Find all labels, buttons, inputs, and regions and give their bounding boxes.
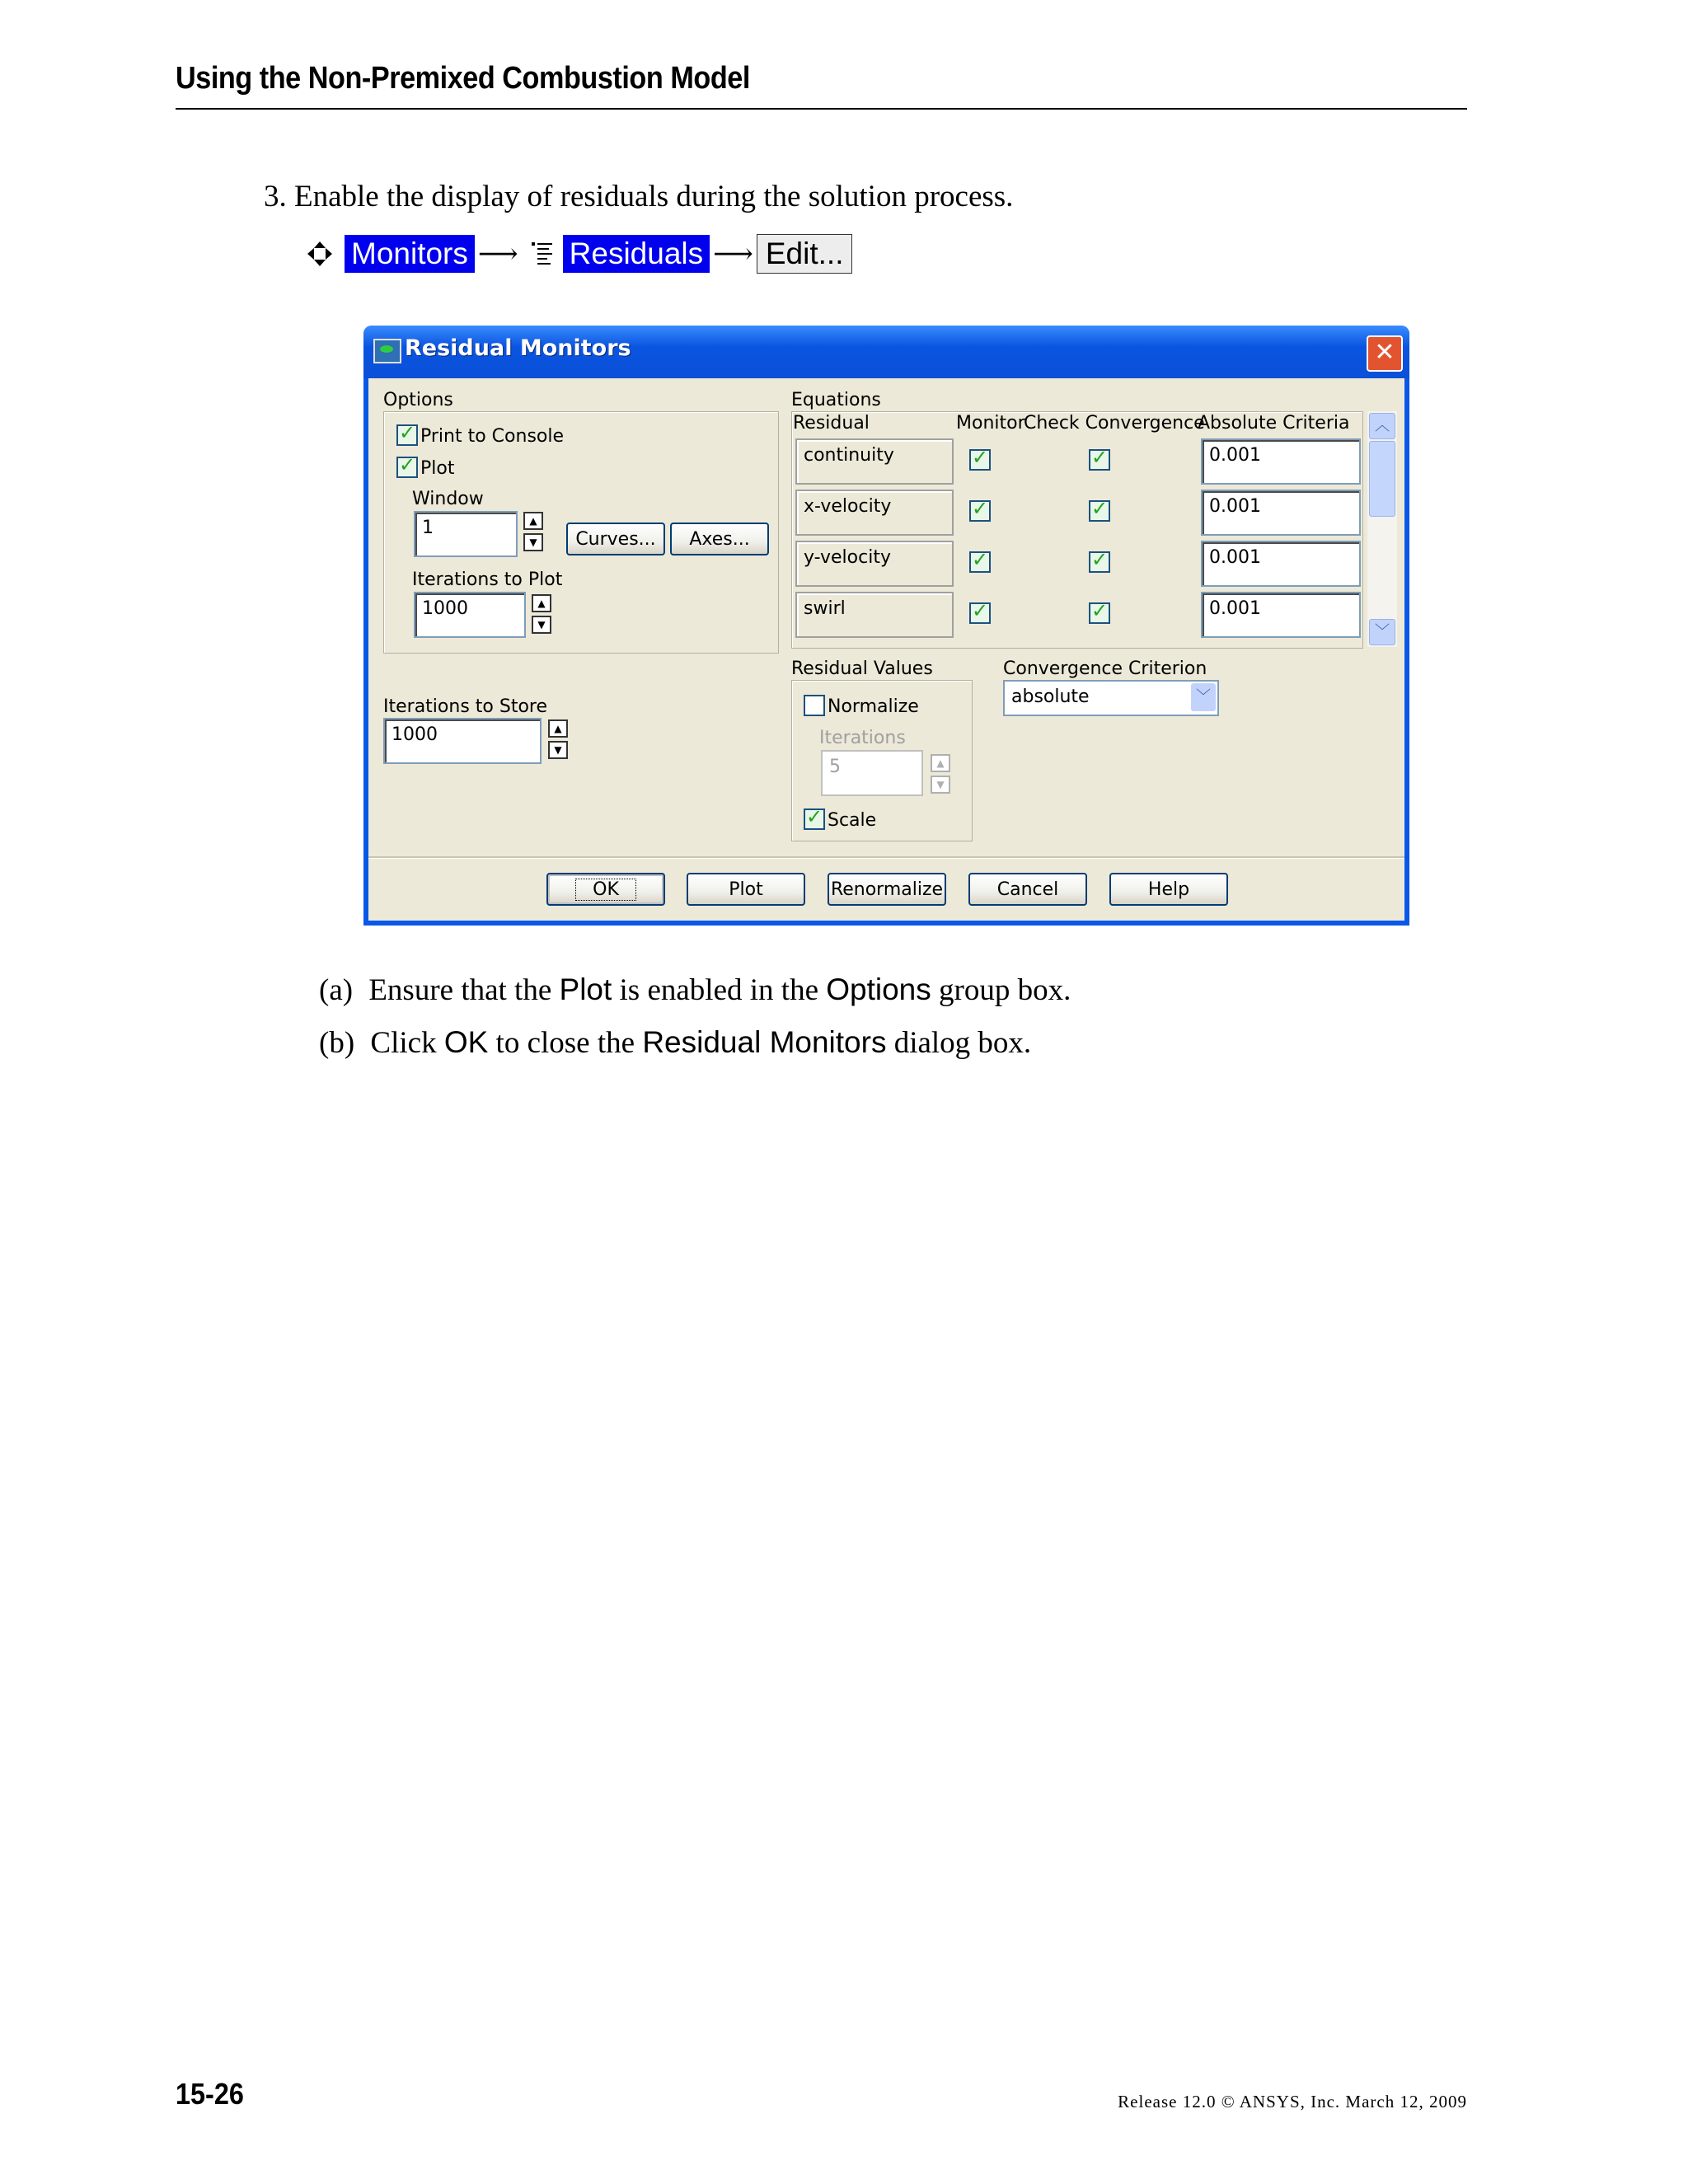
check-convergence-checkbox-x-velocity[interactable] xyxy=(1089,500,1110,522)
plot-checkbox[interactable] xyxy=(396,457,418,478)
normalize-iterations-spinner: ▲ ▼ xyxy=(931,754,949,797)
navigation-path xyxy=(305,233,852,274)
residuals-list-icon xyxy=(528,240,556,268)
instruction-a-text1: Ensure that the xyxy=(368,973,560,1007)
check-convergence-checkbox-y-velocity[interactable] xyxy=(1089,551,1110,573)
convergence-criterion-value: absolute xyxy=(1011,687,1090,707)
iterations-to-plot-field[interactable]: 1000 xyxy=(414,592,526,638)
check-convergence-checkbox-swirl[interactable] xyxy=(1089,602,1110,624)
equations-header-residual: Residual xyxy=(793,413,870,434)
instruction-a-text3: group box. xyxy=(931,973,1071,1007)
renormalize-button[interactable]: Renormalize xyxy=(828,873,946,906)
iterations-to-plot-spinner[interactable]: ▲ ▼ xyxy=(532,594,550,637)
absolute-criteria-field-y-velocity[interactable]: 0.001 xyxy=(1201,541,1361,587)
absolute-criteria-field-continuity[interactable]: 0.001 xyxy=(1201,438,1361,485)
step-3-text: 3. Enable the display of residuals during the solution process. xyxy=(264,180,1014,213)
iterations-to-store-spinner[interactable]: ▲ ▼ xyxy=(548,719,566,762)
nav-arrow: ⟶ xyxy=(477,237,518,270)
monitor-checkbox-y-velocity[interactable] xyxy=(969,551,991,573)
monitor-checkbox-swirl[interactable] xyxy=(969,602,991,624)
convergence-criterion-label: Convergence Criterion xyxy=(1003,658,1207,679)
options-group-label: Options xyxy=(383,390,453,410)
edit-button[interactable]: Edit... xyxy=(757,234,853,274)
absolute-criteria-field-swirl[interactable]: 0.001 xyxy=(1201,592,1361,638)
instruction-b-text3: dialog box. xyxy=(886,1026,1032,1060)
instruction-b-marker: (b) xyxy=(319,1026,355,1060)
chevron-down-icon[interactable]: ﹀ xyxy=(1191,683,1216,711)
window-spinner[interactable]: ▲ ▼ xyxy=(523,512,542,555)
iterations-to-store-field[interactable]: 1000 xyxy=(383,718,542,764)
monitors-nav-item[interactable]: Monitors xyxy=(345,235,475,273)
instruction-a-keyword-plot: Plot xyxy=(559,972,612,1006)
normalize-checkbox[interactable] xyxy=(804,695,825,716)
dialog-body xyxy=(368,378,1404,921)
monitor-checkbox-x-velocity[interactable] xyxy=(969,500,991,522)
tree-expand-icon xyxy=(305,239,335,269)
residual-name-y-velocity: y-velocity xyxy=(795,541,954,587)
residuals-nav-item[interactable]: Residuals xyxy=(563,235,710,273)
instruction-b-keyword-ok: OK xyxy=(443,1025,489,1059)
equations-header-absolute-criteria: Absolute Criteria xyxy=(1198,413,1350,434)
scale-checkbox[interactable] xyxy=(804,808,825,830)
scroll-down-icon[interactable]: ﹀ xyxy=(1369,619,1395,645)
normalize-label: Normalize xyxy=(828,696,919,717)
plot-button[interactable]: Plot xyxy=(687,873,805,906)
nav-arrow: ⟶ xyxy=(713,237,753,270)
residual-name-swirl: swirl xyxy=(795,592,954,638)
window-field[interactable]: 1 xyxy=(414,511,518,557)
instruction-b-keyword-dialog: Residual Monitors xyxy=(642,1025,887,1059)
instruction-a-text2: is enabled in the xyxy=(612,973,827,1007)
equations-header-monitor: Monitor xyxy=(956,413,1025,434)
scrollbar-thumb[interactable] xyxy=(1369,441,1395,517)
plot-label: Plot xyxy=(420,458,455,479)
axes-button[interactable]: Axes... xyxy=(670,523,769,555)
dialog-title: Residual Monitors xyxy=(405,335,631,361)
dialog-title-bar[interactable] xyxy=(363,326,1409,378)
iterations-to-plot-label: Iterations to Plot xyxy=(412,569,563,590)
equations-header-check-convergence: Check Convergence xyxy=(1024,413,1205,434)
equations-scrollbar[interactable] xyxy=(1367,411,1397,647)
equations-group-label: Equations xyxy=(791,390,881,410)
print-to-console-label: Print to Console xyxy=(420,426,565,447)
monitor-checkbox-continuity[interactable] xyxy=(969,449,991,471)
page-header-title: Using the Non-Premixed Combustion Model xyxy=(176,61,750,96)
residual-name-x-velocity: x-velocity xyxy=(795,490,954,536)
instruction-b-text2: to close the xyxy=(488,1026,643,1060)
curves-button[interactable]: Curves... xyxy=(566,523,665,555)
scroll-up-icon[interactable]: ︿ xyxy=(1369,413,1395,439)
check-convergence-checkbox-continuity[interactable] xyxy=(1089,449,1110,471)
residual-monitors-dialog xyxy=(363,326,1409,926)
print-to-console-checkbox[interactable] xyxy=(396,424,418,446)
scale-label: Scale xyxy=(828,810,877,831)
help-button[interactable]: Help xyxy=(1109,873,1228,906)
button-separator xyxy=(368,856,1404,859)
residual-values-group-label: Residual Values xyxy=(791,658,933,679)
instruction-a-keyword-options: Options xyxy=(826,972,931,1006)
instruction-a-marker: (a) xyxy=(319,973,354,1007)
instruction-b-text1: Click xyxy=(370,1026,444,1060)
header-rule xyxy=(176,108,1467,110)
convergence-criterion-select[interactable] xyxy=(1003,680,1219,716)
normalize-iterations-field: 5 xyxy=(821,750,923,796)
iterations-to-store-label: Iterations to Store xyxy=(383,696,547,717)
ok-button[interactable] xyxy=(546,873,665,906)
ok-button-label: OK xyxy=(575,879,636,901)
app-icon xyxy=(373,339,401,363)
absolute-criteria-field-x-velocity[interactable]: 0.001 xyxy=(1201,490,1361,536)
instruction-a xyxy=(319,972,1071,1008)
iterations-label: Iterations xyxy=(819,728,906,748)
residual-name-continuity: continuity xyxy=(795,438,954,485)
page-number: 15-26 xyxy=(176,2077,244,2111)
window-label: Window xyxy=(412,489,484,509)
cancel-button[interactable]: Cancel xyxy=(968,873,1087,906)
instruction-b xyxy=(319,1025,1031,1061)
release-info: Release 12.0 © ANSYS, Inc. March 12, 2009 xyxy=(1118,2092,1467,2111)
close-icon[interactable]: ✕ xyxy=(1367,335,1403,372)
